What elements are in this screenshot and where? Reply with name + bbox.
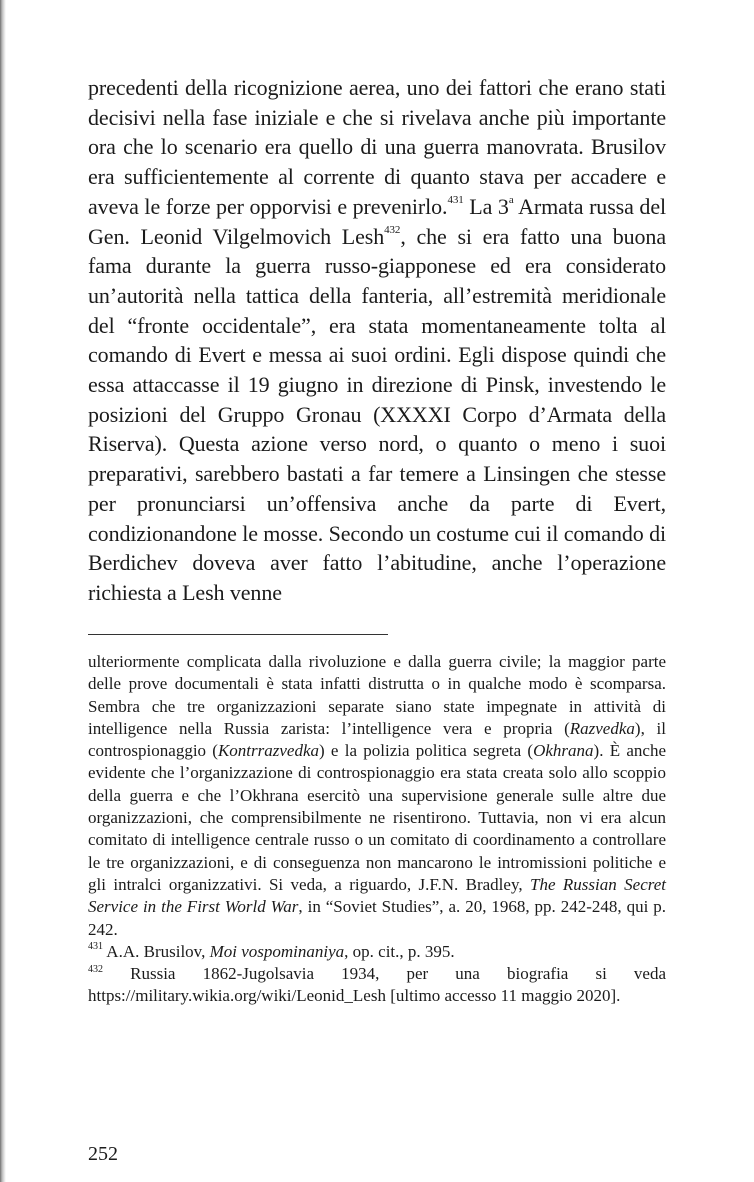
footnotes-area [88,651,666,1008]
body-text-part: , che si era fatto una buona fama durante la guerra russo-giapponese ed era considerato un’autorità nella tattica della fanteria, all’estremità meridionale del “fronte occidentale”, era stata momentaneamente tolta al comando di Evert e messa ai suoi ordini. Egli dispose quindi che essa attaccasse il 19 giugno in direzione di Pinsk, investendo le posizioni del Gruppo Gronau (XXXXI Corpo d’Armata della Riserva). Questa azione verso nord, o quanto o meno i suoi preparativi, sarebbero bastati a far temere a Linsingen che stesse per pronunciarsi un’offensiva anche da parte di Evert, condizionandone le mosse. Secondo un costume cui il comando di Berdichev doveva aver fatto l’abitudine, anche l’operazione richiesta a Lesh venne [88,223,666,605]
footnote-number: 432 [88,963,103,975]
footnote-ref-432: 432 [384,224,401,237]
footnote-italic-title: Moi vospominaniya [209,941,345,961]
page-number: 252 [88,1143,118,1165]
footnote-ref-431: 431 [447,194,464,207]
footnote-text: , op. cit., p. 395. [344,941,455,961]
footnote-text: ) e la polizia politica segreta ( [319,741,534,761]
footnote-separator [88,634,388,635]
footnote-text: , in “Soviet Studies”, a. 20, 1968, pp. 242-248, qui p. 242. [88,897,666,939]
footnote-432 [88,963,666,1008]
body-text-part: La 3 [463,193,509,219]
footnote-text: ), il controspionaggio ( [88,718,666,761]
footnote-text: ulteriormente complicata dalla rivoluzione e dalla guerra civile; la maggior parte delle prove documentali è stata infatti distrutta o in qualche modo è scomparsa. Sembra che tre organizzazioni separate siano state impegnate in attività di intelligence nella Russia zarista: l’intelligence vera e propria ( [88,652,666,738]
body-text-part: precedenti della ricognizione aerea, uno dei fattori che erano stati decisivi nella fase iniziale e che si rivelava anche più importante ora che lo scenario era quello di una guerra manovrata. Brusilov era sufficientemente al corrente di quanto stava per accadere e aveva le forze per opporvisi e prevenirlo. [88,75,666,219]
footnote-number: 431 [88,941,103,953]
footnote-text: Russia 1862-Jugolsavia 1934, per una biografia si veda https://military.wikia.org/wiki/Leonid_Lesh [ultimo accesso 11 maggio 2020]. [88,964,666,1006]
footnote-italic-term: Razvedka [569,718,635,738]
footnote-431 [88,941,666,963]
footnote-italic-term: Okhrana [533,741,594,761]
footnote-italic-term: Kontrrazvedka [217,741,320,761]
footnote-text: ). È anche evidente che l’organizzazione di controspionaggio era stata creata solo allo scoppio della guerra e che l’Okhrana esercitò una supervisione generale sulle altre due organizzazioni, che comprensibilmente ne risentirono. Tuttavia, non vi era alcun comitato di intelligence centrale russo o un comitato di coordinamento a controllare le tre organizzazioni, e di conseguenza non mancarono le intromissioni politiche e gli intralci organizzativi. Si veda, a riguardo, J.F.N. Bradley, [88,741,666,894]
footnote-text: A.A. Brusilov, [103,941,210,961]
body-paragraph [88,73,666,608]
ordinal-superscript: a [508,194,514,207]
binding-edge [0,0,6,1182]
body-text-part: Armata russa del Gen. Leonid Vilgelmovich Lesh [88,193,666,249]
footnote-italic-title: The Russian Secret Service in the First World War [88,874,667,917]
footnote-continuation [88,651,666,941]
